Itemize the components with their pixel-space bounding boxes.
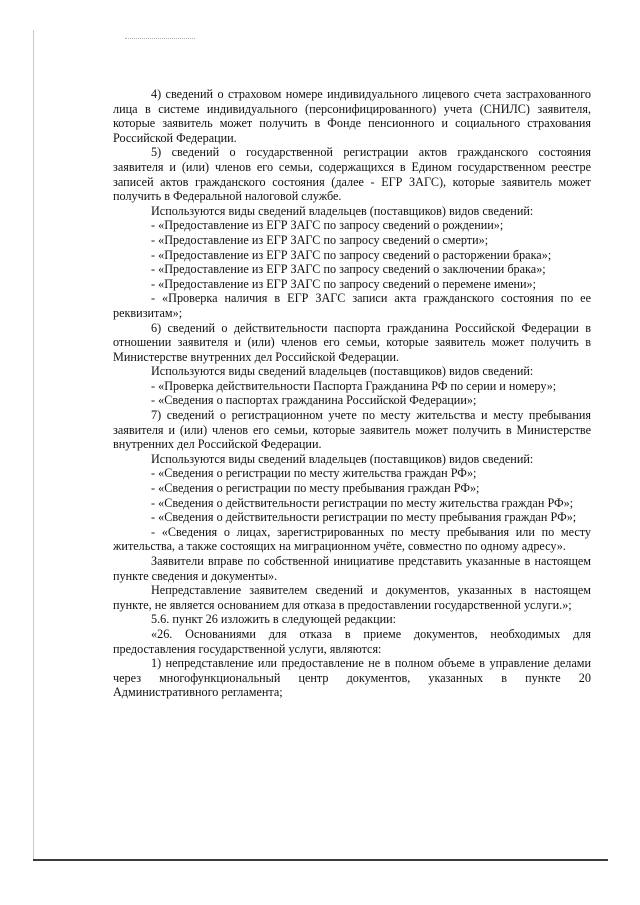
paragraph: - «Сведения о регистрации по месту пребывания граждан РФ»; [151, 481, 480, 496]
paragraph: Используются виды сведений владельцев (поставщиков) видов сведений: [151, 203, 534, 218]
paragraph: - «Сведения о лицах, зарегистрированных по месту пребывания или по месту жительства, а также состоящих на миграционном учёте, совместно по одному адресу». [113, 524, 591, 554]
paragraph: 7) сведений о регистрационном учете по месту жительства и месту пребывания заявителя и (или) членов его семьи, которые заявитель может получить в Министерстве внутренних дел Российской Федерации. [113, 408, 591, 452]
paragraph: - «Проверка наличия в ЕГР ЗАГС записи акта гражданского состояния по ее реквизитам»; [113, 291, 591, 320]
paragraph: 5) сведений о государственной регистрации актов гражданского состояния заявителя и (или) членов его семьи, содержащихся в Едином государственном реестре записей актов гражданского состояния (далее - ЕГР ЗАГС), которые заявитель может получить в Федеральной налоговой службе. [113, 145, 591, 204]
paragraph: - «Предоставление из ЕГР ЗАГС по запросу сведений о перемене имени»; [151, 276, 537, 291]
paragraph: - «Сведения о действительности регистрации по месту жительства граждан РФ»; [151, 495, 574, 510]
scan-left-edge [33, 30, 34, 860]
paragraph: 4) сведений о страховом номере индивидуального лицевого счета застрахованного лица в системе индивидуального (персонифицированного) учета (СНИЛС) заявителя, которые заявитель может получить в Фонде пенсионного и социального страхования Российской Федерации. [113, 87, 591, 145]
paragraph: 1) непредставление или предоставление не в полном объеме в управление делами через многофункциональный центр документов, указанных в пункте 20 Административного регламента; [113, 656, 591, 700]
paragraph: «26. Основаниями для отказа в приеме документов, необходимых для предоставления государственной услуги, являются: [113, 626, 591, 656]
document-page-body [113, 87, 591, 700]
paragraph: - «Сведения о регистрации по месту жительства граждан РФ»; [151, 466, 477, 481]
scan-dotted-mark [125, 38, 195, 40]
paragraph: - «Сведения о действительности регистрации по месту пребывания граждан РФ»; [151, 510, 577, 525]
scan-bottom-edge [33, 859, 608, 861]
paragraph: 6) сведений о действительности паспорта гражданина Российской Федерации в отношении заявителя и (или) членов его семьи, которые заявитель может получить в Министерстве внутренних дел Российской Федерации. [113, 320, 591, 364]
paragraph: - «Предоставление из ЕГР ЗАГС по запросу сведений о рождении»; [151, 218, 504, 233]
paragraph: - «Предоставление из ЕГР ЗАГС по запросу сведений о заключении брака»; [151, 262, 546, 277]
paragraph: Заявители вправе по собственной инициативе представить указанные в настоящем пункте сведения и документы». [113, 554, 591, 583]
paragraph: - «Проверка действительности Паспорта Гражданина РФ по серии и номеру»; [151, 378, 557, 393]
paragraph: - «Предоставление из ЕГР ЗАГС по запросу сведений о смерти»; [151, 232, 489, 247]
paragraph: 5.6. пункт 26 изложить в следующей редакции: [151, 612, 397, 627]
paragraph: Непредставление заявителем сведений и документов, указанных в настоящем пункте, не является основанием для отказа в предоставлении государственной услуги.»; [113, 583, 591, 612]
paragraph: - «Сведения о паспортах гражданина Российской Федерации»; [151, 393, 477, 408]
paragraph: Используются виды сведений владельцев (поставщиков) видов сведений: [151, 451, 534, 466]
paragraph: - «Предоставление из ЕГР ЗАГС по запросу сведений о расторжении брака»; [151, 247, 552, 262]
paragraph: Используются виды сведений владельцев (поставщиков) видов сведений: [151, 364, 534, 379]
